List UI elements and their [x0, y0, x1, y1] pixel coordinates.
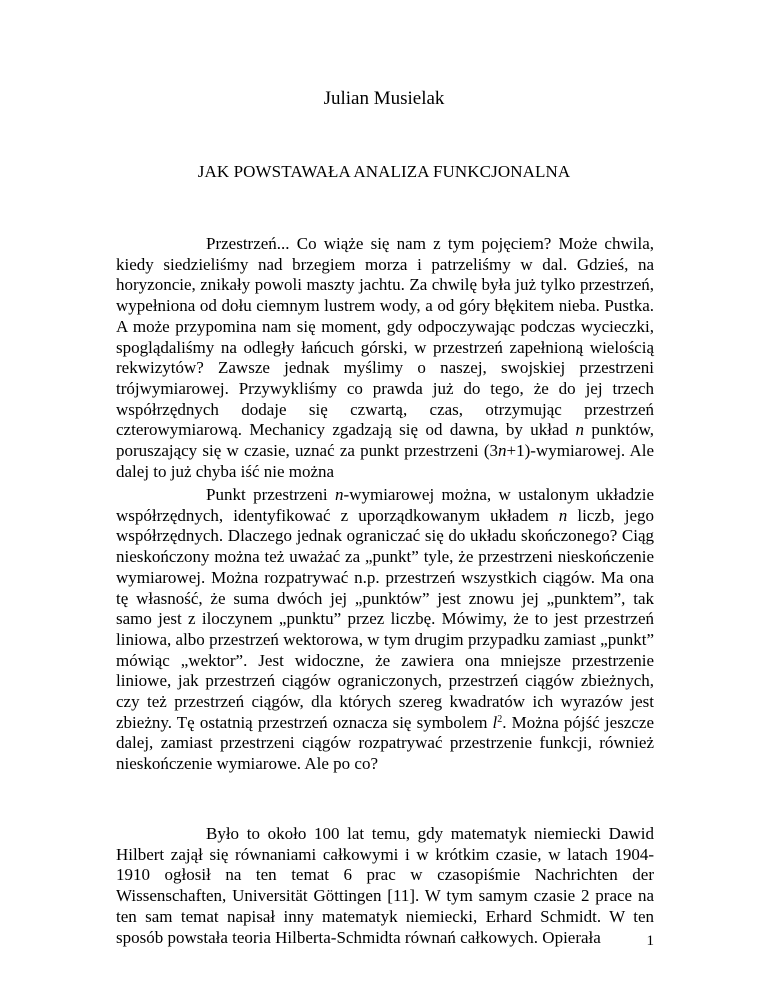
paragraph-text: +1)-wymiarowej. Ale dalej to już chyba iść nie można: [116, 441, 654, 481]
paragraph-text: punktów, poruszający się w czasie, uznać za punkt przestrzeni (3: [116, 420, 654, 461]
paragraph-text: Było to około 100 lat temu, gdy matematyk niemiecki Dawid Hilbert zajął się równaniami całkowymi i w krótkim czasie, w latach 1904-1910 ogłosił na ten temat 6 prac w czasopiśmie Nachrichten der Wissenschaften, Universität Göttingen [11]. W tym samym czasie 2 prace na ten sam temat napisał inny matematyk niemiecki, Erhard Schmidt. W ten sposób powstała teoria Hilberta-Schmidta równań całkowych. Opierała: [116, 824, 654, 947]
author-name: Julian Musielak: [323, 88, 445, 109]
italic-variable: n: [335, 485, 344, 504]
paragraph-text: . Można pójść jeszcze dalej, zamiast przestrzeni ciągów rozpatrywać przestrzenie funkcji, również nieskończenie wymiarowe. Ale po co?: [116, 712, 654, 774]
paragraph-text: Punkt przestrzeni: [206, 485, 336, 504]
paragraph-text: -wymiarowej można, w ustalonym układzie współrzędnych, identyfikować z uporządkowanym układem: [116, 485, 654, 525]
paragraph-2: [116, 485, 654, 775]
paragraph-3: [116, 824, 654, 948]
paragraph-text: liczb, jego współrzędnych. Dlaczego jednak ograniczać się do układu skończonego? Ciąg nieskończony można też uważać za „punkt” tyle, że przestrzeni nieskończenie wymiarowej. Można rozpatrywać n.p. przestrzeń wszystkich ciągów. Ma ona tę własność, że suma dwóch jej „punktów” jest znowu jej „punktem”, tak samo jest z iloczynem „punktu” przez liczbę. Mówimy, że to jest przestrzeń liniowa, albo przestrzeń wektorowa, w tym drugim przypadku zamiast „punkt” mówiąc „wektor”. Jest widoczne, że zawiera ona mniejsze przestrzenie liniowe, jak przestrzeń ciągów ograniczonych, przestrzeń ciągów zbieżnych, czy też przestrzeń ciągów, dla których szereg kwadratów ich wyrazów jest zbieżny. Tę ostatnią przestrzeń oznacza się symbolem: [116, 505, 654, 732]
paragraph-text: Przestrzeń... Co wiąże się nam z tym pojęciem? Może chwila, kiedy siedzieliśmy nad brzegiem morza i patrzeliśmy w dal. Gdzieś, na horyzoncie, znikały powoli maszty jachtu. Za chwilę była już tylko przestrzeń, wypełniona od dołu ciemnym lustrem wody, a od góry błękitem nieba. Pustka. A może przypomina nam się moment, gdy odpoczywając podczas wycieczki, spoglądaliśmy na odległy łańcuch górski, w przestrzeń zapełnioną wielością rekwizytów? Zawsze jednak myślimy o naszej, swojskiej przestrzeni trójwymiarowej. Przywykliśmy co prawda już do tego, że do jej trzech współrzędnych dodaje się czwartą, czas, otrzymując przestrzeń czterowymiarową. Mechanicy zgadzają się od dawna, by układ: [116, 234, 654, 440]
article-title: JAK POWSTAWAŁA ANALIZA FUNKCJONALNA: [197, 162, 571, 181]
paragraph-1: [116, 234, 654, 482]
italic-variable: n: [558, 505, 568, 525]
italic-variable: n: [575, 420, 584, 440]
italic-symbol: l: [492, 712, 498, 732]
superscript: 2: [497, 713, 503, 725]
page-number: 1: [646, 933, 654, 949]
italic-variable: n: [498, 441, 507, 461]
